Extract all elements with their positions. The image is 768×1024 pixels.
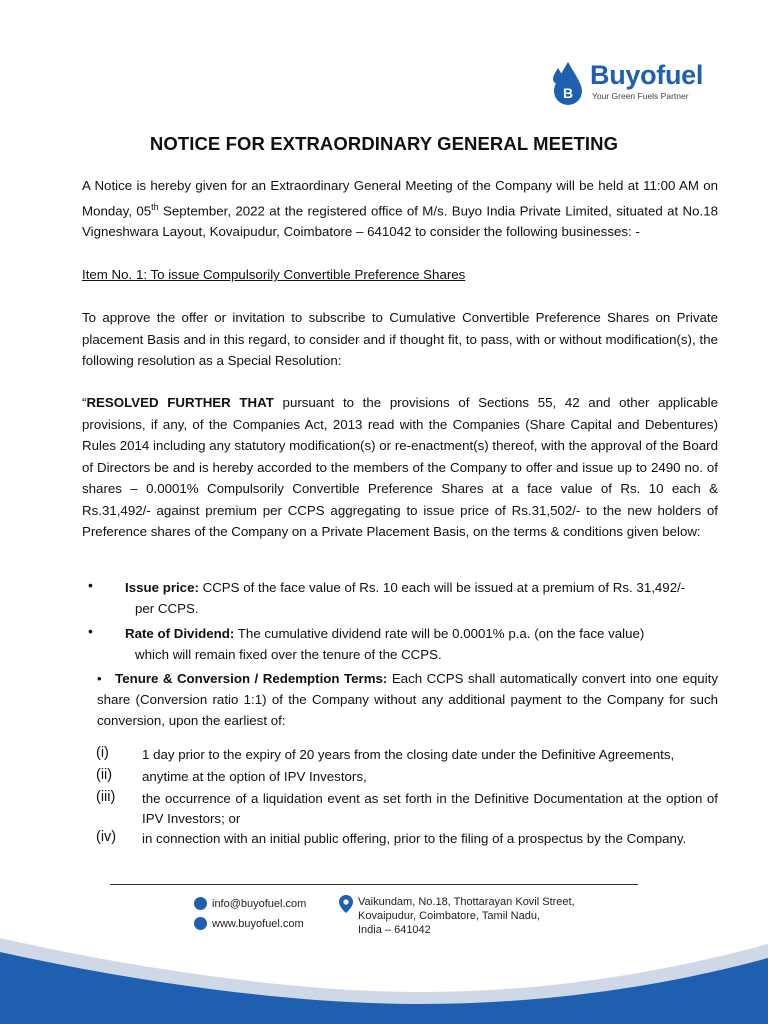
fuel-drop-icon: [548, 58, 588, 106]
condition-text: 1 day prior to the expiry of 20 years from the closing date under the Definitive Agreements,: [142, 747, 675, 762]
email-icon: [194, 897, 207, 910]
condition-number: (iv): [96, 829, 117, 845]
bullet-tenure-conversion: • Tenure & Conversion / Redemption Terms: Each CCPS shall automatically convert into one equity share (Conversion ratio 1:1) of the Company without any additional payment to the Company for such conversion, upon the earliest of:: [97, 671, 718, 728]
bullet-issue-price: Issue price: CCPS of the face value of Rs. 10 each will be issued at a premium of Rs. 31,492/- per CCPS.: [125, 580, 686, 616]
location-pin-icon: [339, 895, 353, 913]
notice-intro: A Notice is hereby given for an Extraordinary General Meeting of the Company will be held at 11:00 AM on Monday, 05th September, 2022 at the registered office of M/s. Buyo India Private Limited, situated at No.18 Vigneshwara Layout, Kovaipudur, Coimbatore – 641042 to consider the following businesses: -: [82, 178, 719, 240]
footer-website[interactable]: www.buyofuel.com: [212, 918, 304, 930]
footer-divider: [110, 884, 638, 885]
condition-number: (ii): [96, 767, 113, 783]
condition-number: (i): [96, 745, 109, 761]
approve-paragraph: To approve the offer or invitation to subscribe to Cumulative Convertible Preference Shares on Private placement Basis and in this regard, to consider and if thought fit, to pass, with or without modification(s), the following resolution as a Special Resolution:: [82, 310, 718, 368]
svg-text:B: B: [562, 85, 574, 101]
condition-number: (iii): [96, 789, 116, 805]
footer-wave: [0, 930, 768, 1024]
resolution-paragraph: “RESOLVED FURTHER THAT pursuant to the provisions of Sections 55, 42 and other applicable provisions, if any, of the Companies Act, 2013 read with the Companies (Share Capital and Debentures) Rules 2014 including any statutory modification(s) or re-enactment(s) thereof, with the approval of the Board of Directors be and is hereby accorded to the members of the Company to offer and issue up to 2490 no. of shares – 0.0001% Compulsorily Convertible Preference Shares at a face value of Rs. 10 each & Rs.31,492/- against premium per CCPS aggregating to issue price of Rs.31,502/- to the new holders of Preference shares of the Company on a Private Placement Basis, on the terms & conditions given below:: [82, 395, 718, 539]
condition-text: the occurrence of a liquidation event as set forth in the Definitive Documentation at the option of IPV Investors; or: [142, 791, 718, 826]
globe-icon: [194, 917, 207, 930]
bullet-rate-of-dividend: Rate of Dividend: The cumulative dividend rate will be 0.0001% p.a. (on the face value) which will remain fixed over the tenure of the CCPS.: [125, 626, 645, 662]
resolved-lead: RESOLVED FURTHER THAT: [86, 395, 274, 410]
brand-logo: [548, 58, 728, 108]
page-title: NOTICE FOR EXTRAORDINARY GENERAL MEETING: [149, 133, 619, 154]
condition-text: anytime at the option of IPV Investors,: [142, 769, 367, 784]
bullet-icon: •: [97, 671, 102, 686]
condition-text: in connection with an initial public offering, prior to the filing of a prospectus by the Company.: [142, 831, 687, 846]
footer-address: Vaikundam, No.18, Thottarayan Kovil Street, Kovaipudur, Coimbatore, Tamil Nadu, India – 641042: [358, 896, 575, 936]
bullet-icon: •: [88, 577, 93, 593]
item-heading: Item No. 1: To issue Compulsorily Convertible Preference Shares: [82, 267, 466, 282]
footer-email[interactable]: info@buyofuel.com: [212, 898, 307, 910]
bullet-icon: •: [88, 623, 93, 639]
brand-name: Buyofuel: [590, 60, 704, 90]
brand-tagline: Your Green Fuels Partner: [592, 91, 689, 101]
